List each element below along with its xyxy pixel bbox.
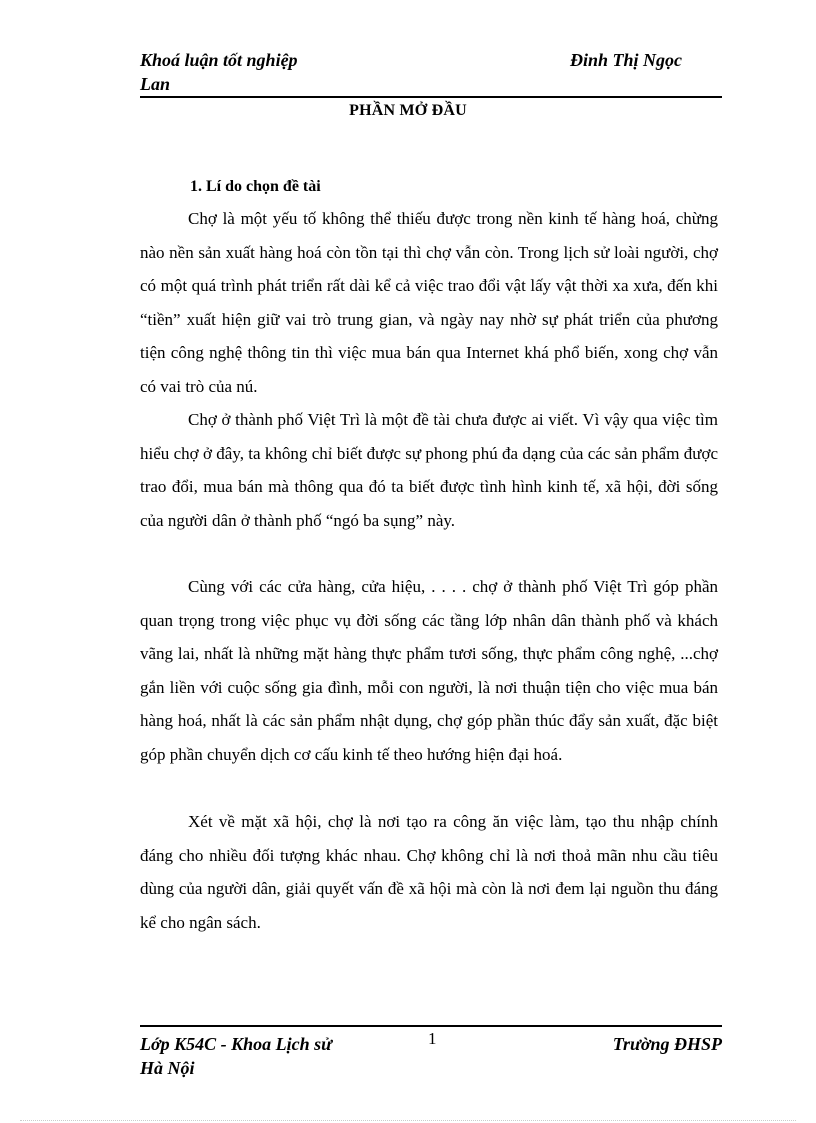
page-header bbox=[140, 48, 722, 98]
header-author-name: Đinh Thị Ngọc bbox=[570, 50, 683, 70]
page-title: PHẦN MỞ ĐẦU bbox=[349, 102, 467, 119]
page-footer bbox=[140, 1025, 722, 1079]
page-number: 1 bbox=[428, 1029, 437, 1048]
footer-city-label: Hà Nội bbox=[140, 1058, 195, 1078]
body-paragraph-4 bbox=[140, 805, 718, 939]
paragraph-text: Chợ là một yếu tố không thể thiếu được trong nền kinh tế hàng hoá, chừng nào nền sản xuất hàng hoá còn tồn tại thì chợ vẫn còn. Trong lịch sử loài người, chợ có một quá trình phát triển rất dài kể cả việc trao đổi vật lấy vật thời xa xưa, đến khi “tiền” xuất hiện giữ vai trò trung gian, và ngày nay nhờ sự phát triển của phương tiện công nghệ thông tin thì việc mua bán qua Internet khá phổ biến, xong chợ vẫn có vai trò của nú. bbox=[140, 209, 718, 396]
header-author-surname: Lan bbox=[140, 74, 171, 94]
paragraph-text: Cùng với các cửa hàng, cửa hiệu, . . . . chợ ở thành phố Việt Trì góp phần quan trọng trong việc phục vụ đời sống các tầng lớp nhân dân thành phố và khách vãng lai, nhất là những mặt hàng thực phẩm tươi sống, thực phẩm công nghệ, ...chợ gắn liền với cuộc sống gia đình, mỗi con người, là nơi thuận tiện cho việc mua bán hàng hoá, nhất là các sản phẩm nhật dụng, chợ góp phần thúc đẩy sản xuất, đặc biệt góp phần chuyển dịch cơ cấu kinh tế theo hướng hiện đại hoá. bbox=[140, 577, 718, 764]
section-heading: 1. Lí do chọn đề tài bbox=[190, 178, 321, 195]
body-paragraph-2 bbox=[140, 403, 718, 537]
page-bottom-divider bbox=[20, 1120, 796, 1121]
paragraph-text: Xét về mặt xã hội, chợ là nơi tạo ra công ăn việc làm, tạo thu nhập chính đáng cho nhiều đối tượng khác nhau. Chợ không chỉ là nơi thoả mãn nhu cầu tiêu dùng của người dân, giải quyết vấn đề xã hội mà còn là nơi đem lại nguồn thu đáng kể cho ngân sách. bbox=[140, 812, 718, 932]
paragraph-text: Chợ ở thành phố Việt Trì là một đề tài chưa được ai viết. Vì vậy qua việc tìm hiểu chợ ở đây, ta không chỉ biết được sự phong phú đa dạng của các sản phẩm được trao đổi, mua bán mà thông qua đó ta biết được tình hình kinh tế, xã hội, đời sống của người dân ở thành phố “ngó ba sụng” này. bbox=[140, 410, 718, 530]
body-paragraph-3 bbox=[140, 570, 718, 771]
footer-university-label: Trường ĐHSP bbox=[612, 1034, 722, 1054]
footer-class-label: Lớp K54C - Khoa Lịch sử bbox=[140, 1034, 332, 1054]
body-paragraph-1 bbox=[140, 202, 718, 403]
header-thesis-label: Khoá luận tốt nghiệp bbox=[140, 50, 298, 70]
